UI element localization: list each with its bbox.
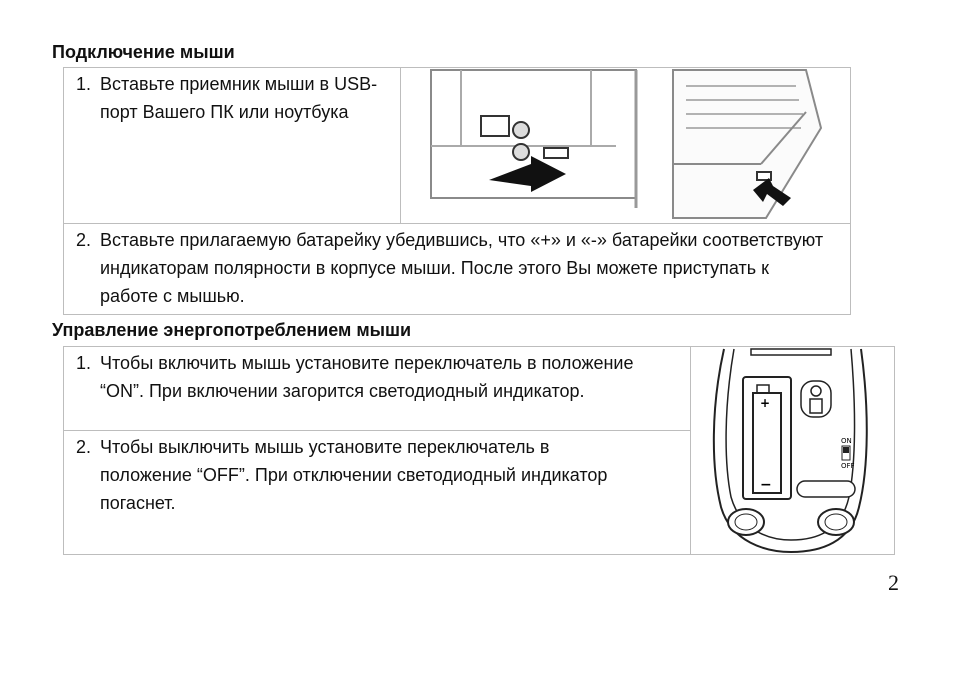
- step-1-power: 1. Чтобы включить мышь установите переключатель в положение “ON”. При включении загорится светодиодный индикатор.: [76, 353, 634, 401]
- step-2-power: 2. Чтобы выключить мышь установите переключатель в положение “OFF”. При отключении светодиодный индикатор погаснет.: [76, 437, 608, 513]
- switch-on-label: ON: [841, 437, 852, 445]
- power-table: [63, 346, 895, 555]
- connect-table: [63, 67, 851, 315]
- step-cell: [64, 68, 401, 224]
- page-number: 2: [888, 570, 899, 595]
- step-2-connect: 2. Вставьте прилагаемую батарейку убедившись, что «+» и «-» батарейки соответствуют индикаторам полярности в корпусе мыши. После этого Вы можете приступать к работе с мышью.: [76, 230, 824, 306]
- battery-plus-label: +: [760, 396, 771, 410]
- usb-insert-illustration: [401, 68, 850, 222]
- switch-off-label: OFF: [841, 462, 855, 470]
- mouse-illustration-cell: [691, 347, 895, 555]
- section-title-power: Управление энергопотреблением мыши: [52, 320, 412, 340]
- step-cell: [64, 347, 691, 431]
- battery-minus-label: −: [760, 477, 772, 493]
- step-cell: [64, 431, 691, 555]
- mouse-battery-illustration: [691, 347, 894, 553]
- section-title-connect: Подключение мыши: [52, 42, 235, 62]
- usb-illustration-cell: [401, 68, 851, 224]
- step-cell: [64, 224, 851, 315]
- step-1-connect: 1. Вставьте приемник мыши в USB-порт Вашего ПК или ноутбука: [76, 74, 378, 122]
